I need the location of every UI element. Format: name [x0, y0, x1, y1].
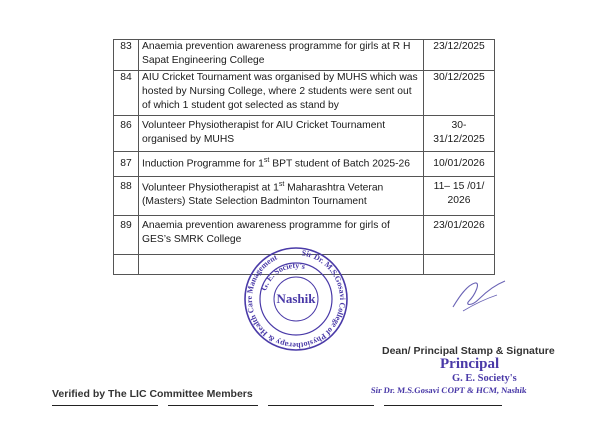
row-number: 88 — [114, 177, 139, 216]
principal-stamp-title: Principal — [440, 356, 500, 372]
row-date: 30- 31/12/2025 — [424, 116, 495, 152]
row-description: Volunteer Physiotherapist at 1st Maharashtra Veteran (Masters) State Selection Badminton Tournament — [139, 177, 424, 216]
seal-center-text: Nashik — [276, 291, 316, 306]
row-description: Anaemia prevention awareness programme for girls of GES’s SMRK College — [139, 216, 424, 255]
table-row — [114, 71, 495, 116]
row-description: Volunteer Physiotherapist for AIU Cricket Tournament organised by MUHS — [139, 116, 424, 152]
principal-stamp-org: G. E. Society's — [452, 373, 517, 384]
row-date: 10/01/2026 — [424, 152, 495, 177]
table-row — [114, 40, 495, 71]
row-number: 83 — [114, 40, 139, 71]
row-number: 84 — [114, 71, 139, 116]
row-description: Anaemia prevention awareness programme for girls at R H Sapat Engineering College — [139, 40, 424, 71]
table-row — [114, 152, 495, 177]
row-number: 87 — [114, 152, 139, 177]
principal-stamp-institution: Sir Dr. M.S.Gosavi COPT & HCM, Nashik — [370, 385, 528, 395]
activity-table — [113, 39, 495, 275]
row-description: AIU Cricket Tournament was organised by MUHS which was hosted by Nursing College, where 2 students were sent out of which 1 student got selected as stand by — [139, 71, 424, 116]
row-date: 30/12/2025 — [424, 71, 495, 116]
signature-line-1 — [52, 405, 158, 406]
row-number: 89 — [114, 216, 139, 255]
seal-top-text: G. E. Society's — [259, 260, 307, 292]
signature-line-4 — [384, 405, 502, 406]
verified-by-label: Verified by The LIC Committee Members — [52, 388, 253, 400]
table-row — [114, 116, 495, 152]
seal-ring-text: Sir Dr. M.S.Gosavi College of Physiotherapy & Health Care Management — [244, 248, 347, 351]
signature-line-3 — [268, 405, 374, 406]
row-number: 86 — [114, 116, 139, 152]
row-date — [424, 255, 495, 275]
row-number — [114, 255, 139, 275]
row-date: 23/01/2026 — [424, 216, 495, 255]
row-date: 11– 15 /01/ 2026 — [424, 177, 495, 216]
principal-signature — [445, 277, 515, 315]
college-seal — [243, 246, 349, 352]
table-row — [114, 177, 495, 216]
signature-line-2 — [168, 405, 258, 406]
row-date: 23/12/2025 — [424, 40, 495, 71]
row-description: Induction Programme for 1st BPT student of Batch 2025-26 — [139, 152, 424, 177]
dean-signature-label: Dean/ Principal Stamp & Signature — [382, 345, 555, 357]
